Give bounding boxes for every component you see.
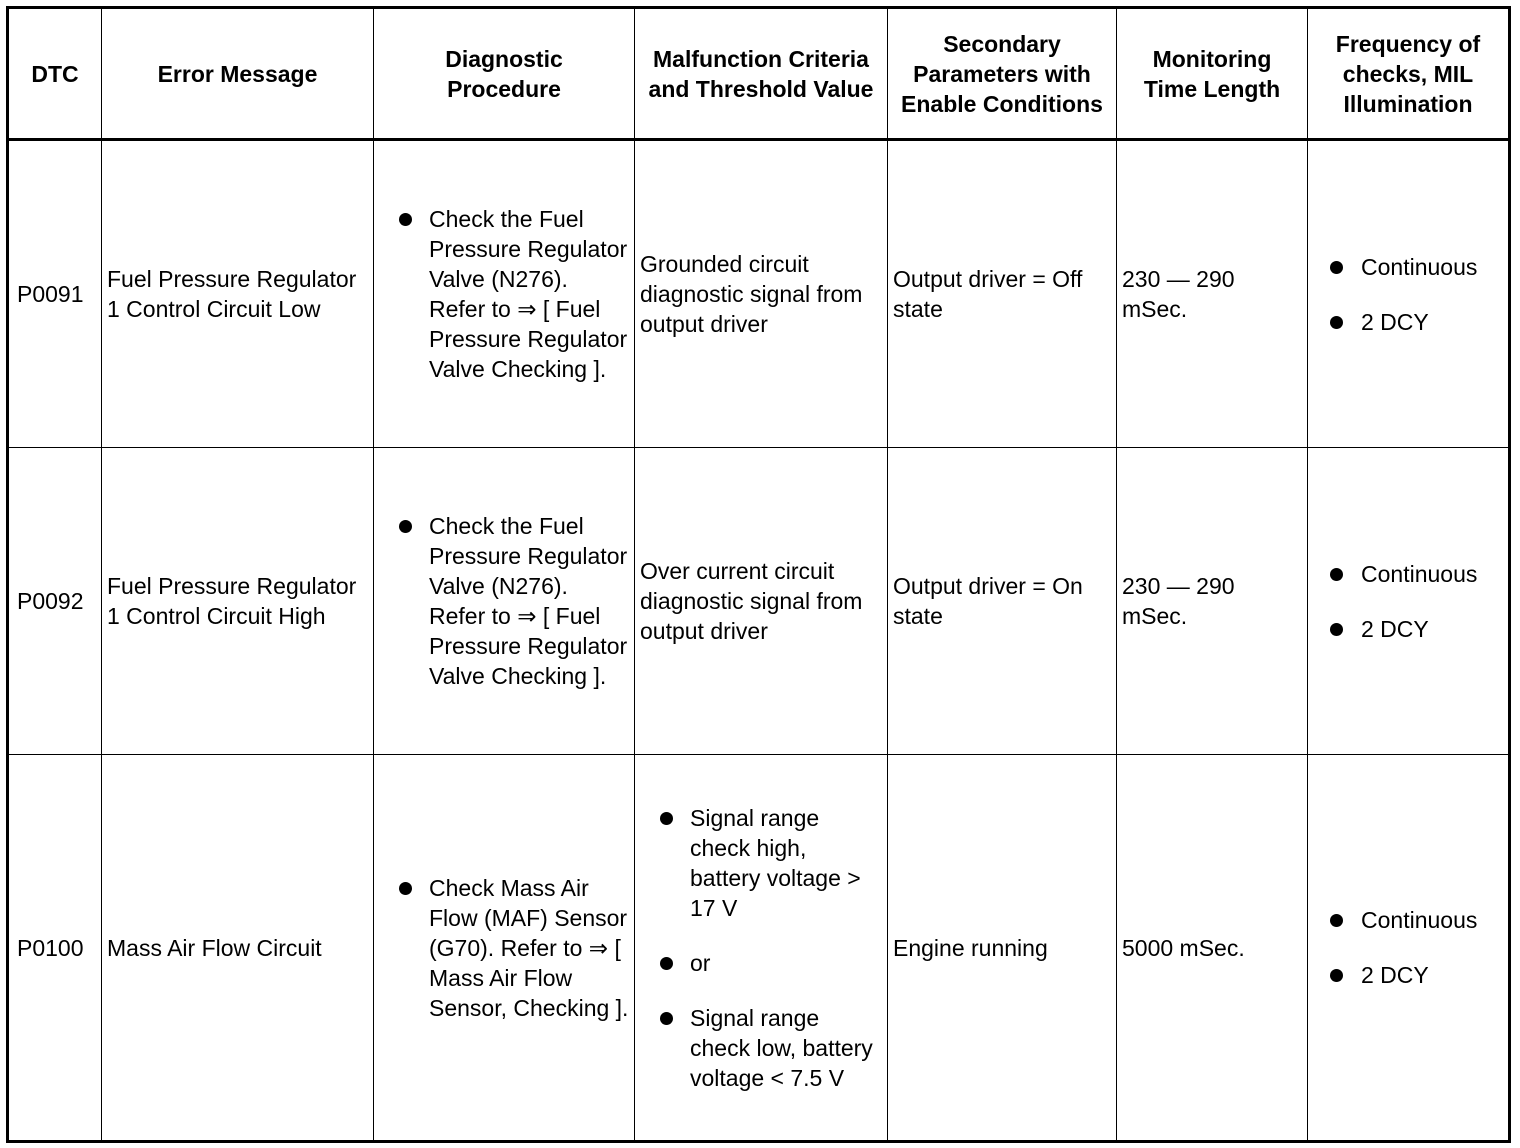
diagnostic-procedure bbox=[374, 140, 635, 448]
malfunction-criteria: Grounded circuit diagnostic signal from output driver bbox=[635, 140, 888, 448]
malfunction-criteria: Over current circuit diagnostic signal from output driver bbox=[635, 448, 888, 755]
header-malfunction-criteria: Malfunction Criteria and Threshold Value bbox=[635, 8, 888, 140]
error-message: Mass Air Flow Circuit bbox=[102, 755, 374, 1142]
table-row bbox=[8, 448, 1510, 755]
header-dtc: DTC bbox=[8, 8, 102, 140]
bullet-icon bbox=[660, 957, 673, 970]
secondary-parameters: Engine running bbox=[888, 755, 1117, 1142]
dtc-table bbox=[6, 6, 1511, 1143]
bullet-icon bbox=[399, 882, 412, 895]
table-header-row bbox=[8, 8, 1510, 140]
malfunction-criteria bbox=[635, 755, 888, 1142]
table-row bbox=[8, 755, 1510, 1142]
list-item: 2 DCY bbox=[1313, 960, 1503, 990]
bullet-icon bbox=[660, 812, 673, 825]
bullet-icon bbox=[399, 213, 412, 226]
header-error-message: Error Message bbox=[102, 8, 374, 140]
bullet-icon bbox=[1330, 261, 1343, 274]
frequency bbox=[1308, 140, 1510, 448]
list-item: Signal range check high, battery voltage > 17 V bbox=[640, 803, 882, 923]
bullet-icon bbox=[1330, 969, 1343, 982]
bullet-icon bbox=[1330, 914, 1343, 927]
monitoring-time: 230 — 290 mSec. bbox=[1117, 140, 1308, 448]
monitoring-time: 5000 mSec. bbox=[1117, 755, 1308, 1142]
frequency bbox=[1308, 755, 1510, 1142]
list-item: Continuous bbox=[1313, 559, 1503, 589]
bullet-icon bbox=[660, 1012, 673, 1025]
list-item: Check Mass Air Flow (MAF) Sensor (G70). Refer to ⇒ [ Mass Air Flow Sensor, Checking ]. bbox=[379, 873, 629, 1023]
bullet-icon bbox=[399, 520, 412, 533]
list-item: or bbox=[640, 948, 882, 978]
secondary-parameters: Output driver = Off state bbox=[888, 140, 1117, 448]
dtc-code: P0092 bbox=[8, 448, 102, 755]
bullet-icon bbox=[1330, 316, 1343, 329]
diagnostic-procedure bbox=[374, 448, 635, 755]
diagnostic-procedure bbox=[374, 755, 635, 1142]
monitoring-time: 230 — 290 mSec. bbox=[1117, 448, 1308, 755]
list-item: Continuous bbox=[1313, 252, 1503, 282]
list-item: 2 DCY bbox=[1313, 614, 1503, 644]
header-secondary-parameters: Secondary Parameters with Enable Conditions bbox=[888, 8, 1117, 140]
list-item: Check the Fuel Pressure Regulator Valve (N276). Refer to ⇒ [ Fuel Pressure Regulator Valve Checking ]. bbox=[379, 204, 629, 384]
table-row bbox=[8, 140, 1510, 448]
list-item: Continuous bbox=[1313, 905, 1503, 935]
header-frequency: Frequency of checks, MIL Illumination bbox=[1308, 8, 1510, 140]
list-item: Signal range check low, battery voltage < 7.5 V bbox=[640, 1003, 882, 1093]
list-item: Check the Fuel Pressure Regulator Valve (N276). Refer to ⇒ [ Fuel Pressure Regulator Valve Checking ]. bbox=[379, 511, 629, 691]
bullet-icon bbox=[1330, 623, 1343, 636]
header-monitoring-time: Monitoring Time Length bbox=[1117, 8, 1308, 140]
frequency bbox=[1308, 448, 1510, 755]
header-diagnostic-procedure: Diagnostic Procedure bbox=[374, 8, 635, 140]
error-message: Fuel Pressure Regulator 1 Control Circuit Low bbox=[102, 140, 374, 448]
dtc-code: P0100 bbox=[8, 755, 102, 1142]
list-item: 2 DCY bbox=[1313, 307, 1503, 337]
error-message: Fuel Pressure Regulator 1 Control Circuit High bbox=[102, 448, 374, 755]
secondary-parameters: Output driver = On state bbox=[888, 448, 1117, 755]
dtc-code: P0091 bbox=[8, 140, 102, 448]
bullet-icon bbox=[1330, 568, 1343, 581]
